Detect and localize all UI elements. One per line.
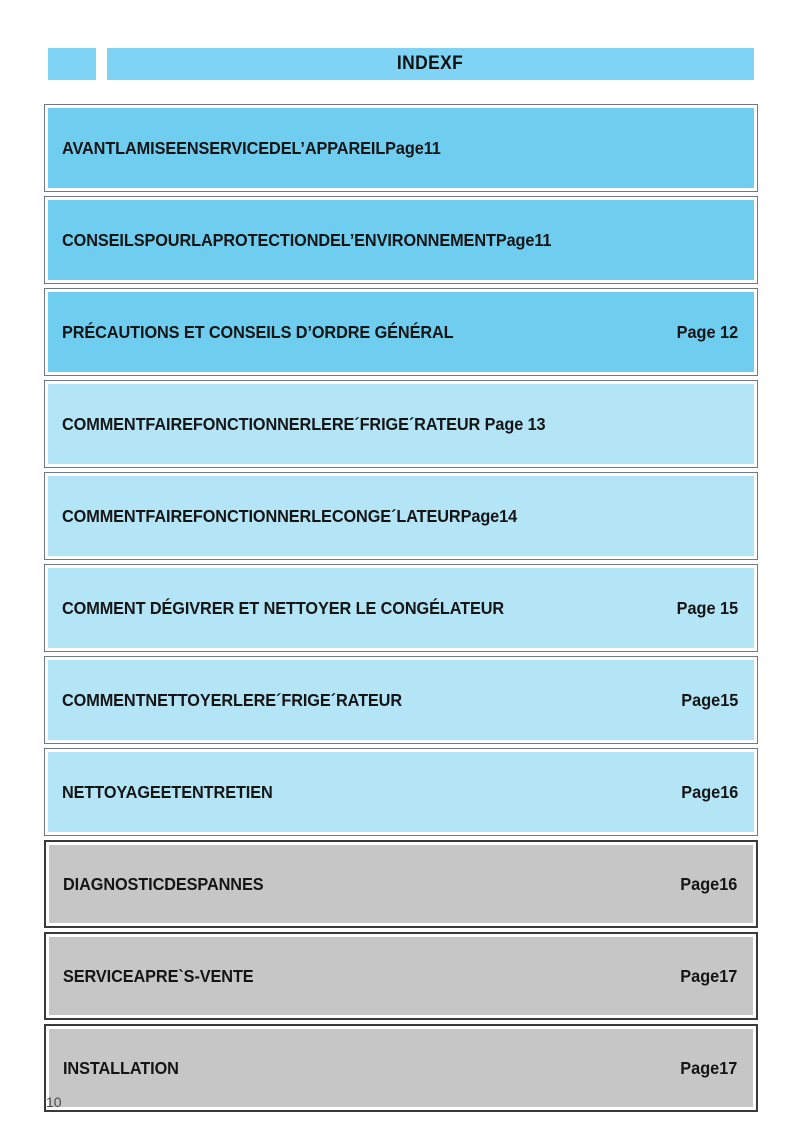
index-entry-title: NETTOYAGEETENTRETIEN xyxy=(62,781,273,802)
index-entry-body xyxy=(49,1029,753,1107)
index-entry-page: Page 12 xyxy=(676,321,738,342)
index-entry-title: PRÉCAUTIONS ET CONSEILS D’ORDRE GÉNÉRAL xyxy=(62,321,454,342)
index-entry-title: SERVICEAPRE`S-VENTE xyxy=(63,965,254,986)
index-entry-row[interactable] xyxy=(44,196,758,284)
footer-page-number: 10 xyxy=(46,1094,62,1110)
index-entry-body xyxy=(48,108,754,188)
index-entry-body xyxy=(48,200,754,280)
header-color-swatch xyxy=(48,48,96,80)
index-entry-row[interactable] xyxy=(44,288,758,376)
index-rows-list xyxy=(44,104,758,1116)
index-entry-row[interactable] xyxy=(44,380,758,468)
index-entry-row[interactable] xyxy=(44,932,758,1020)
page-title: INDEXF xyxy=(397,53,464,74)
index-entry-row[interactable] xyxy=(44,472,758,560)
index-entry-body xyxy=(48,660,754,740)
index-entry-page: Page17 xyxy=(679,1057,737,1078)
index-entry-title: INSTALLATION xyxy=(63,1057,179,1078)
index-entry-row[interactable] xyxy=(44,564,758,652)
index-entry-row[interactable] xyxy=(44,748,758,836)
index-entry-body xyxy=(48,476,754,556)
index-entry-page: Page16 xyxy=(680,781,738,802)
index-entry-row[interactable] xyxy=(44,656,758,744)
index-entry-body xyxy=(49,845,753,923)
header-title-bar xyxy=(107,48,754,80)
index-entry-page: Page15 xyxy=(680,689,738,710)
index-entry-page: Page17 xyxy=(679,965,737,986)
index-entry-row[interactable] xyxy=(44,104,758,192)
index-entry-row[interactable] xyxy=(44,1024,758,1112)
index-entry-title: COMMENTFAIREFONCTIONNERLECONGE´LATEURPage14 xyxy=(62,505,518,526)
index-entry-title: DIAGNOSTICDESPANNES xyxy=(63,873,264,894)
index-entry-body xyxy=(48,752,754,832)
index-entry-body xyxy=(48,384,754,464)
index-header xyxy=(48,48,754,80)
index-entry-title: CONSEILSPOURLAPROTECTIONDEL’ENVIRONNEMENTPage11 xyxy=(62,229,552,250)
index-entry-body xyxy=(48,292,754,372)
index-entry-title: AVANTLAMISEENSERVICEDEL’APPAREILPage11 xyxy=(62,137,441,158)
index-entry-body xyxy=(48,568,754,648)
index-entry-title: COMMENTNETTOYERLERE´FRIGE´RATEUR xyxy=(62,689,403,710)
index-entry-page: Page16 xyxy=(679,873,737,894)
index-entry-page: Page 15 xyxy=(676,597,738,618)
index-entry-row[interactable] xyxy=(44,840,758,928)
index-entry-title: COMMENTFAIREFONCTIONNERLERE´FRIGE´RATEUR Page 13 xyxy=(62,413,546,434)
index-entry-body xyxy=(49,937,753,1015)
index-entry-title: COMMENT DÉGIVRER ET NETTOYER LE CONGÉLATEUR xyxy=(62,597,505,618)
